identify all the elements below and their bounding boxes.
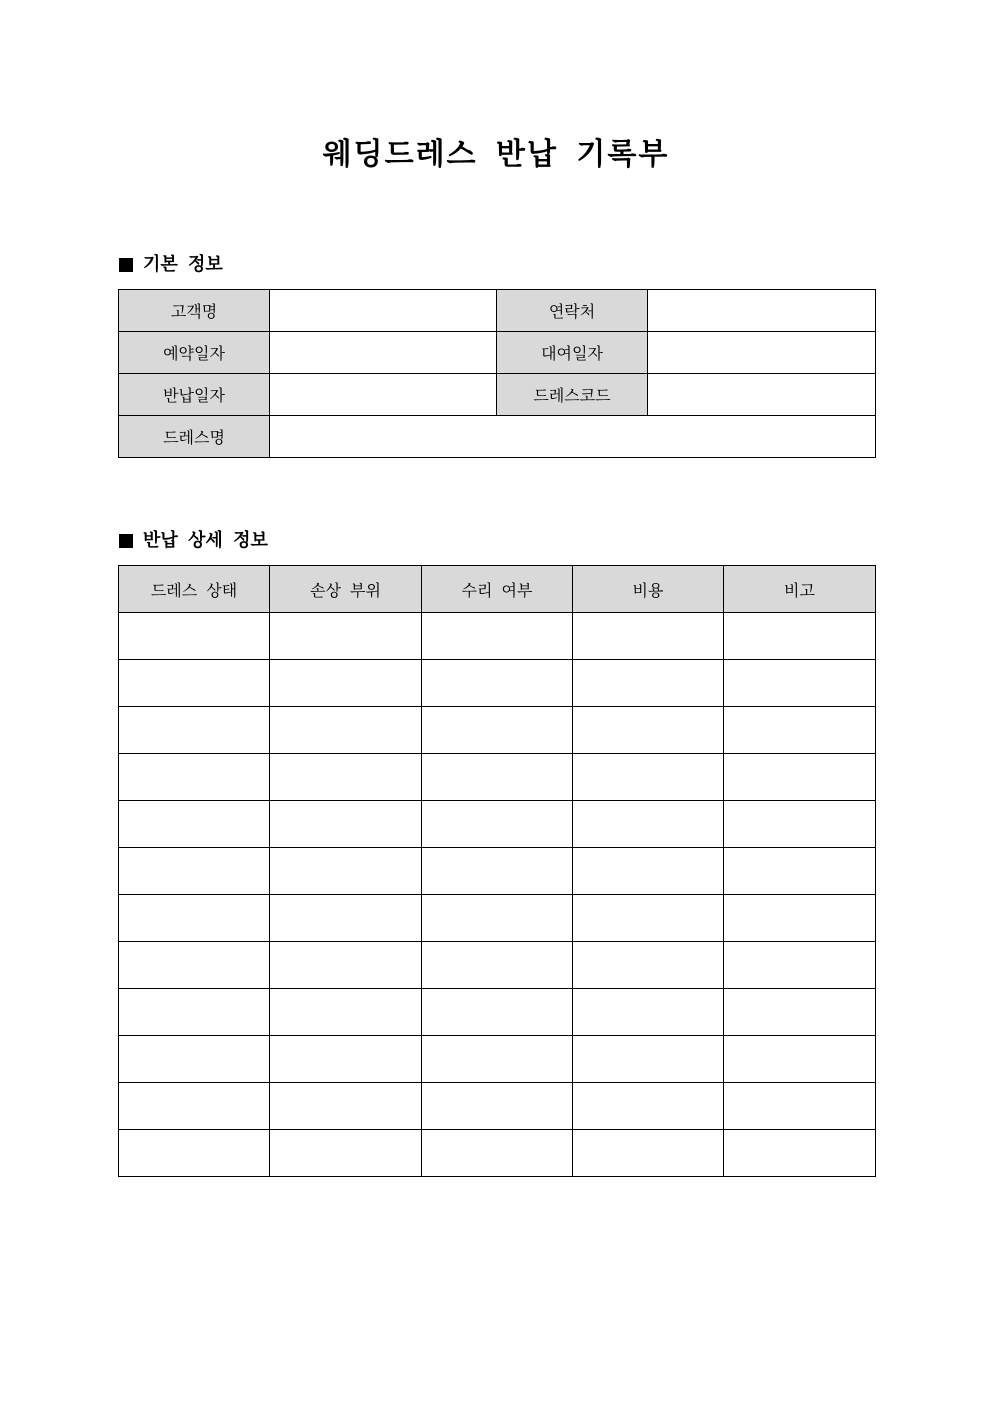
table-row	[119, 613, 876, 660]
table-cell[interactable]	[724, 613, 876, 660]
table-cell[interactable]	[119, 613, 270, 660]
reservation-date-label: 예약일자	[119, 332, 270, 374]
table-row	[119, 942, 876, 989]
column-header-cost: 비용	[573, 566, 724, 613]
table-cell[interactable]	[270, 613, 422, 660]
table-cell[interactable]	[270, 848, 422, 895]
column-header-repair-status: 수리 여부	[422, 566, 573, 613]
table-cell[interactable]	[422, 754, 573, 801]
table-cell[interactable]	[270, 895, 422, 942]
table-cell[interactable]	[119, 989, 270, 1036]
table-cell[interactable]	[724, 1083, 876, 1130]
table-row	[119, 1130, 876, 1177]
table-cell[interactable]	[119, 1036, 270, 1083]
table-cell[interactable]	[724, 1130, 876, 1177]
table-cell[interactable]	[119, 754, 270, 801]
table-row	[119, 895, 876, 942]
table-cell[interactable]	[573, 613, 724, 660]
column-header-remarks: 비고	[724, 566, 876, 613]
table-row	[119, 848, 876, 895]
return-details-body	[119, 613, 876, 1177]
table-cell[interactable]	[119, 801, 270, 848]
table-cell[interactable]	[270, 660, 422, 707]
table-cell[interactable]	[270, 1130, 422, 1177]
table-row	[119, 416, 876, 458]
table-cell[interactable]	[119, 707, 270, 754]
table-cell[interactable]	[573, 989, 724, 1036]
square-bullet-icon	[119, 534, 133, 548]
table-cell[interactable]	[573, 1083, 724, 1130]
table-row	[119, 754, 876, 801]
table-cell[interactable]	[573, 754, 724, 801]
page-title: 웨딩드레스 반납 기록부	[322, 137, 670, 172]
section-heading-label: 반납 상세 정보	[143, 530, 268, 551]
table-row	[119, 290, 876, 332]
table-cell[interactable]	[724, 1036, 876, 1083]
table-row	[119, 332, 876, 374]
section-heading-return-details	[119, 529, 268, 553]
table-cell[interactable]	[270, 1036, 422, 1083]
table-cell[interactable]	[422, 801, 573, 848]
table-cell[interactable]	[724, 707, 876, 754]
table-cell[interactable]	[422, 613, 573, 660]
contact-field[interactable]	[648, 290, 876, 332]
table-cell[interactable]	[270, 1083, 422, 1130]
contact-label: 연락처	[497, 290, 648, 332]
table-header-row	[119, 566, 876, 613]
table-cell[interactable]	[573, 707, 724, 754]
reservation-date-field[interactable]	[270, 332, 497, 374]
table-cell[interactable]	[573, 848, 724, 895]
table-cell[interactable]	[422, 848, 573, 895]
dress-name-label: 드레스명	[119, 416, 270, 458]
rental-date-label: 대여일자	[497, 332, 648, 374]
table-cell[interactable]	[422, 1083, 573, 1130]
table-cell[interactable]	[573, 660, 724, 707]
table-cell[interactable]	[119, 660, 270, 707]
table-row	[119, 1036, 876, 1083]
column-header-dress-condition: 드레스 상태	[119, 566, 270, 613]
basic-info-table	[118, 289, 876, 458]
table-cell[interactable]	[270, 942, 422, 989]
table-cell[interactable]	[119, 942, 270, 989]
rental-date-field[interactable]	[648, 332, 876, 374]
table-cell[interactable]	[724, 989, 876, 1036]
table-cell[interactable]	[724, 801, 876, 848]
table-cell[interactable]	[422, 1130, 573, 1177]
table-cell[interactable]	[422, 707, 573, 754]
dress-name-field[interactable]	[270, 416, 876, 458]
dress-code-field[interactable]	[648, 374, 876, 416]
table-row	[119, 989, 876, 1036]
return-details-table	[118, 565, 876, 1177]
square-bullet-icon	[119, 258, 133, 272]
table-cell[interactable]	[119, 848, 270, 895]
section-heading-basic-info	[119, 253, 223, 277]
column-header-damaged-area: 손상 부위	[270, 566, 422, 613]
table-row	[119, 660, 876, 707]
table-row	[119, 707, 876, 754]
table-cell[interactable]	[573, 895, 724, 942]
table-cell[interactable]	[119, 1083, 270, 1130]
table-cell[interactable]	[422, 660, 573, 707]
table-cell[interactable]	[270, 989, 422, 1036]
table-row	[119, 801, 876, 848]
table-row	[119, 374, 876, 416]
table-cell[interactable]	[270, 707, 422, 754]
section-heading-label: 기본 정보	[143, 254, 223, 275]
table-cell[interactable]	[270, 801, 422, 848]
table-cell[interactable]	[724, 660, 876, 707]
customer-name-label: 고객명	[119, 290, 270, 332]
table-cell[interactable]	[573, 801, 724, 848]
table-cell[interactable]	[724, 942, 876, 989]
table-cell[interactable]	[119, 1130, 270, 1177]
table-cell[interactable]	[422, 942, 573, 989]
table-cell[interactable]	[573, 942, 724, 989]
table-cell[interactable]	[573, 1130, 724, 1177]
return-date-field[interactable]	[270, 374, 497, 416]
table-cell[interactable]	[724, 848, 876, 895]
table-cell[interactable]	[724, 895, 876, 942]
table-cell[interactable]	[119, 895, 270, 942]
return-date-label: 반납일자	[119, 374, 270, 416]
table-cell[interactable]	[422, 989, 573, 1036]
customer-name-field[interactable]	[270, 290, 497, 332]
table-cell[interactable]	[573, 1036, 724, 1083]
table-cell[interactable]	[422, 895, 573, 942]
table-cell[interactable]	[270, 754, 422, 801]
table-row	[119, 1083, 876, 1130]
dress-code-label: 드레스코드	[497, 374, 648, 416]
table-cell[interactable]	[422, 1036, 573, 1083]
table-cell[interactable]	[724, 754, 876, 801]
